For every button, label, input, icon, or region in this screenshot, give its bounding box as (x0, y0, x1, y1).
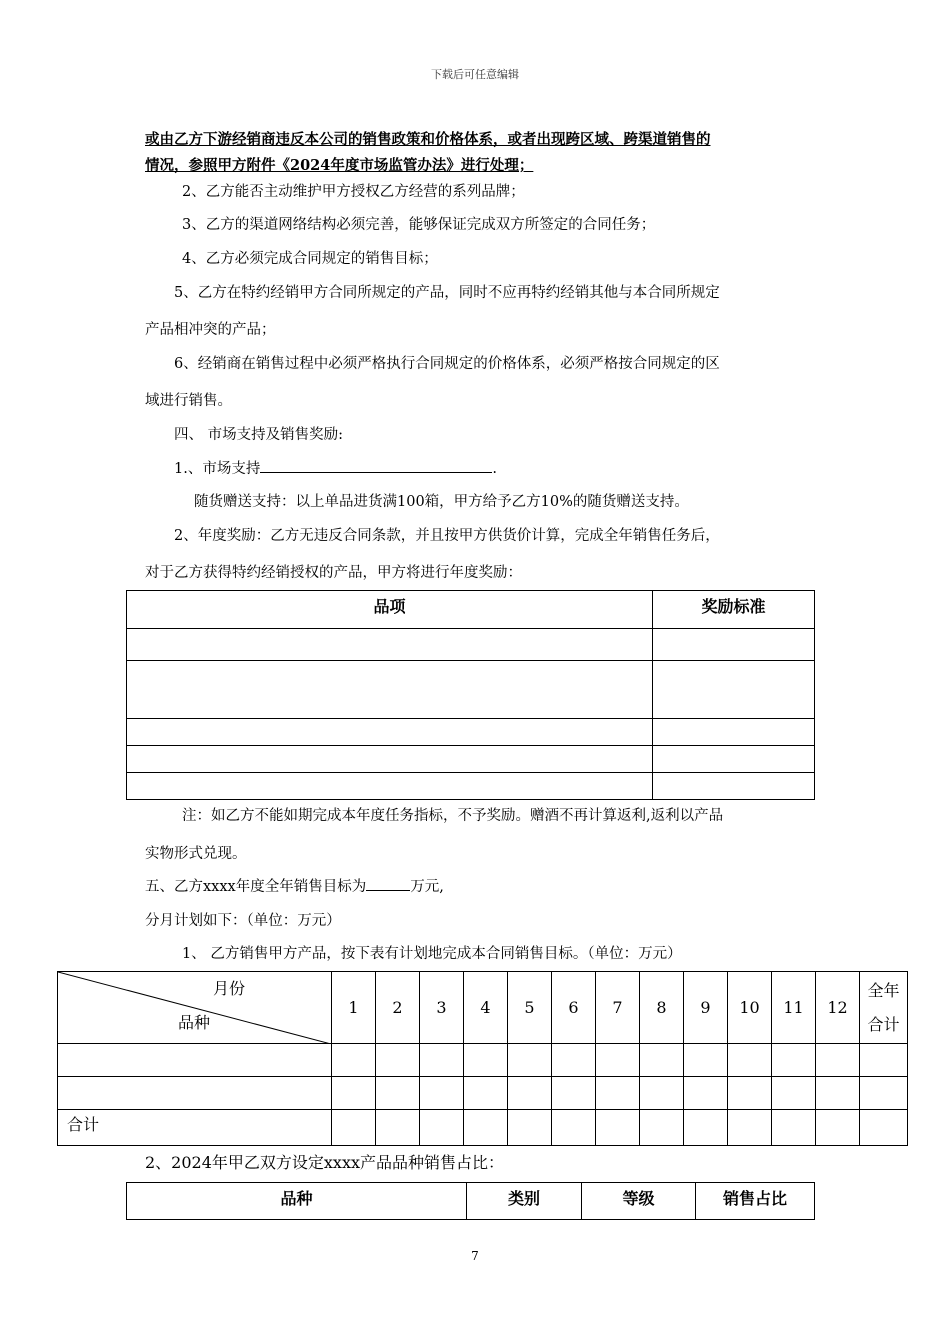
month-header-12: 12 (816, 972, 860, 1044)
item-3: 3、乙方的渠道网络结构必须完善，能够保证完成双方所签定的合同任务； (182, 217, 656, 233)
table-row (58, 1077, 908, 1110)
market-support-line (174, 457, 497, 478)
monthly-plan-label: 分月计划如下：（单位：万元） (145, 913, 341, 929)
market-support-end: . (492, 461, 497, 477)
table-row (58, 1044, 908, 1077)
annual-award-line-2: 对于乙方获得特约经销授权的产品，甲方将进行年度奖励： (145, 565, 522, 581)
corner-month-label: 月份 (213, 979, 246, 998)
section-5-title-pre: 五、乙方xxxx年度全年销售目标为 (145, 879, 367, 895)
month-header-9: 9 (684, 972, 728, 1044)
section-5-2-title: 2、2024年甲乙双方设定xxxx产品品种销售占比： (145, 1153, 504, 1172)
item-4: 4、乙方必须完成合同规定的销售目标； (182, 251, 438, 267)
note-line-1: 注：如乙方不能如期完成本年度任务指标，不予奖励。赠酒不再计算返利,返利以产品 (182, 808, 724, 824)
gift-support: 随货赠送支持：以上单品进货满100箱，甲方给予乙方10%的随货赠送支持。 (194, 494, 689, 510)
annual-award-line-1: 2、年度奖励：乙方无违反合同条款，并且按甲方供货价计算，完成全年销售任务后， (174, 528, 720, 544)
month-header-11: 11 (772, 972, 816, 1044)
table-row (127, 746, 815, 773)
sales-plan-intro: 1、 乙方销售甲方产品，按下表有计划地完成本合同销售目标。（单位：万元） (182, 946, 682, 962)
award-header-standard: 奖励标准 (653, 591, 815, 629)
month-header-4: 4 (464, 972, 508, 1044)
page-number: 7 (471, 1249, 479, 1263)
intro-line-1: 或由乙方下游经销商违反本公司的销售政策和价格体系，或者出现跨区域、跨渠道销售的 (145, 131, 711, 148)
annual-total-header-line-1: 全年 (867, 980, 900, 1000)
table-row-total (58, 1110, 908, 1146)
page-header: 下载后可任意编辑 (431, 68, 519, 81)
month-header-2: 2 (376, 972, 420, 1044)
total-row-label: 合计 (58, 1110, 332, 1146)
table-corner-cell (58, 972, 332, 1044)
sales-ratio-table (126, 1182, 815, 1220)
annual-target-blank (366, 889, 410, 891)
award-table (126, 590, 815, 800)
corner-variety-label: 品种 (178, 1013, 211, 1032)
intro-line-2: 情况，参照甲方附件《2024年度市场监管办法》进行处理； (145, 157, 534, 174)
table-row (127, 773, 815, 800)
ratio-header-variety: 品种 (127, 1183, 467, 1220)
item-6-line-1: 6、经销商在销售过程中必须严格执行合同规定的价格体系，必须严格按合同规定的区 (174, 356, 720, 372)
monthly-sales-table (57, 971, 908, 1146)
section-5-title (145, 875, 444, 896)
month-header-10: 10 (728, 972, 772, 1044)
item-5-line-1: 5、乙方在特约经销甲方合同所规定的产品，同时不应再特约经销其他与本合同所规定 (174, 285, 720, 301)
annual-total-header (860, 972, 908, 1044)
diagonal-line (58, 972, 331, 1044)
month-header-8: 8 (640, 972, 684, 1044)
section-5-title-post: 万元, (410, 879, 444, 895)
annual-total-header-line-2: 合计 (867, 1014, 900, 1034)
month-header-6: 6 (552, 972, 596, 1044)
table-row (127, 661, 815, 719)
note-line-2: 实物形式兑现。 (145, 846, 247, 862)
month-header-7: 7 (596, 972, 640, 1044)
market-support-label: 1.、市场支持 (174, 461, 261, 477)
ratio-header-share: 销售占比 (696, 1183, 815, 1220)
item-6-line-2: 域进行销售。 (145, 393, 232, 409)
table-row (127, 629, 815, 661)
award-header-item: 品项 (127, 591, 653, 629)
ratio-header-grade: 等级 (582, 1183, 696, 1220)
ratio-header-category: 类别 (467, 1183, 582, 1220)
month-header-1: 1 (332, 972, 376, 1044)
item-5-line-2: 产品相冲突的产品； (145, 322, 276, 338)
table-row (127, 719, 815, 746)
item-2: 2、乙方能否主动维护甲方授权乙方经营的系列品牌； (182, 184, 525, 200)
section-4-title: 四、 市场支持及销售奖励: (174, 427, 343, 443)
month-header-3: 3 (420, 972, 464, 1044)
month-header-5: 5 (508, 972, 552, 1044)
market-support-blank (260, 471, 492, 473)
